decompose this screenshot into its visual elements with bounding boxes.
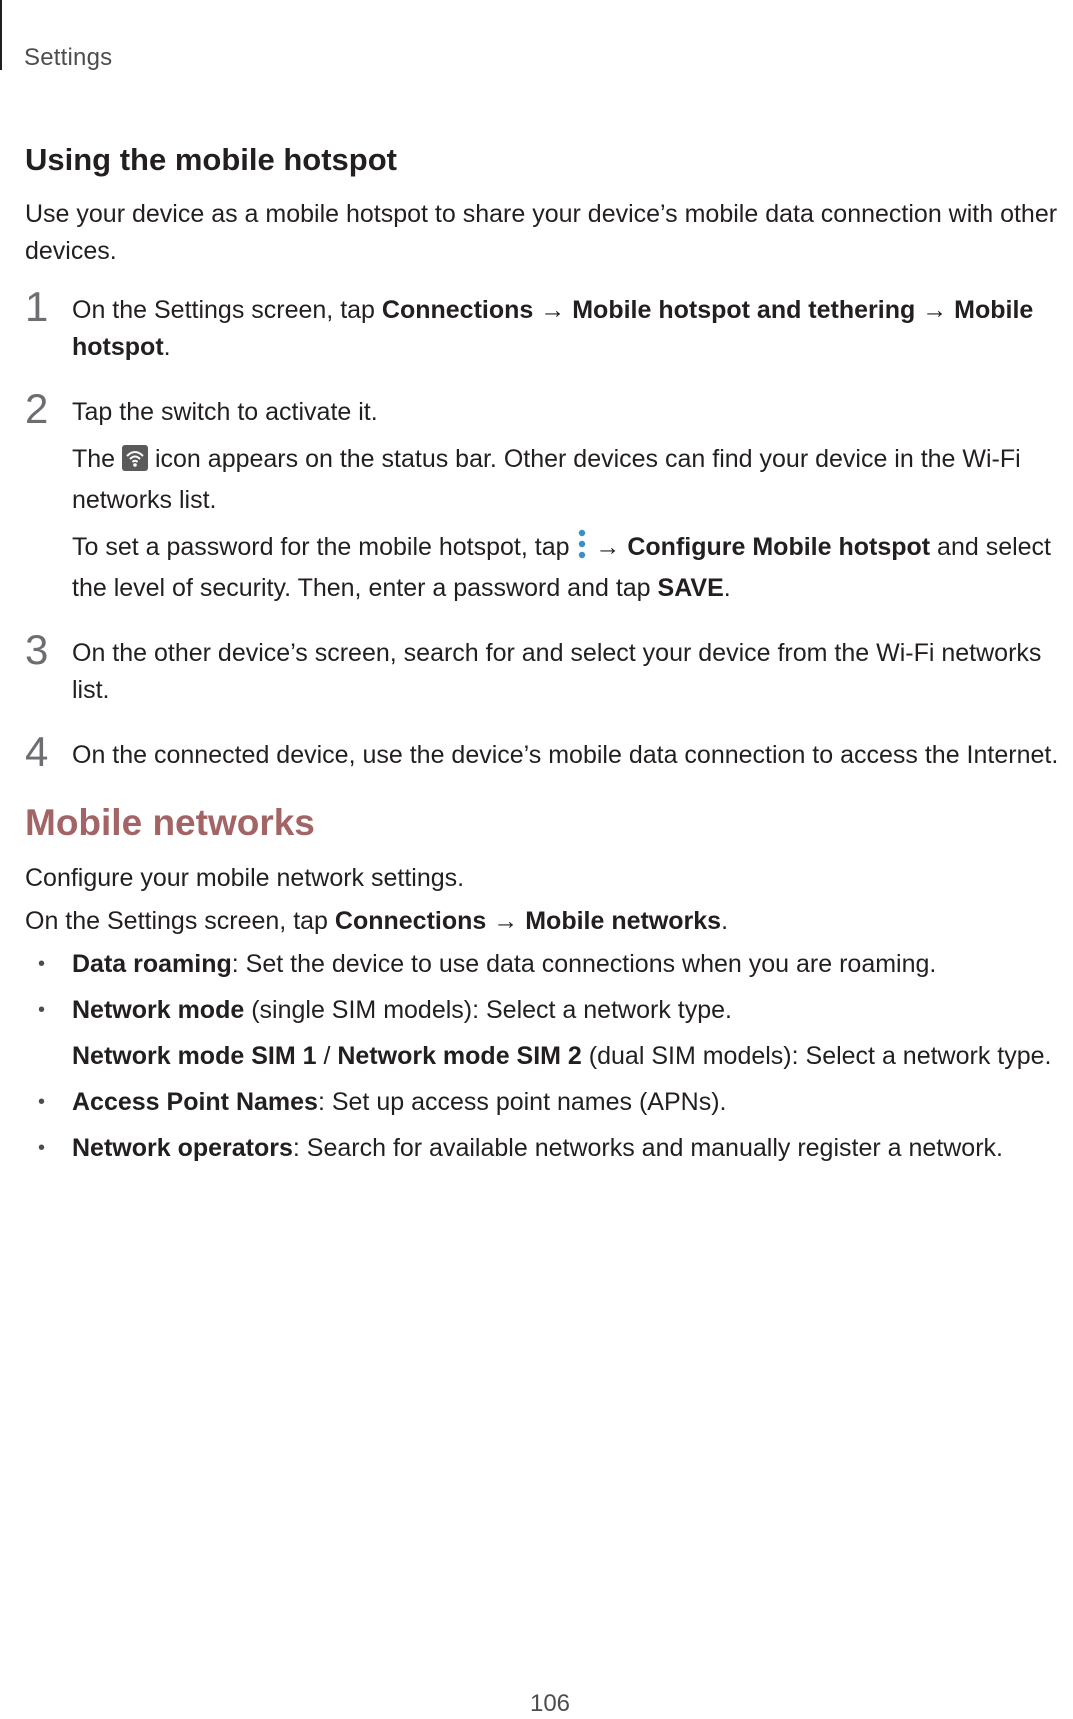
step-1 — [25, 283, 1073, 366]
networks-path: On the Settings screen, tap Connections → Mobile networks. — [25, 907, 729, 935]
hotspot-intro: Use your device as a mobile hotspot to share your device’s mobile data connection with other devices. — [25, 200, 1058, 265]
step-note: To set a password for the mobile hotspot, tap → Configure Mobile hotspot and select the level of security. Then, enter a password and tap SAVE. — [72, 529, 1073, 607]
networks-intro: Configure your mobile network settings. — [25, 864, 465, 892]
step-number: 1 — [25, 283, 49, 330]
page-edge-marker — [0, 0, 2, 70]
page-content — [25, 142, 1073, 1176]
list-item-continuation: Network mode SIM 1 / Network mode SIM 2 (dual SIM models): Select a network type. — [72, 1042, 1052, 1070]
page-number: 106 — [529, 1690, 571, 1717]
step-text: On the connected device, use the device’s mobile data connection to access the Internet. — [72, 741, 1059, 769]
step-text: Tap the switch to activate it. — [72, 398, 378, 426]
step-note: The icon appears on the status bar. Other devices can find your device in the Wi-Fi networks list. — [72, 445, 1021, 514]
hotspot-status-icon — [122, 445, 148, 482]
hotspot-heading: Using the mobile hotspot — [25, 142, 397, 177]
step-text: On the Settings screen, tap Connections → Mobile hotspot and tethering → Mobile hotspot. — [72, 296, 1034, 361]
step-2 — [25, 385, 1073, 607]
list-item: • Network operators: Search for available networks and manually register a network. — [38, 1134, 1003, 1162]
more-options-icon — [576, 529, 588, 570]
step-number: 2 — [25, 385, 49, 432]
list-item: • Access Point Names: Set up access point names (APNs). — [38, 1088, 727, 1116]
step-4 — [25, 728, 1073, 775]
list-item: • Network mode (single SIM models): Select a network type. — [38, 996, 732, 1024]
networks-option-list — [25, 946, 1073, 1167]
networks-heading: Mobile networks — [25, 802, 315, 843]
step-3 — [25, 626, 1073, 709]
list-item: • Data roaming: Set the device to use data connections when you are roaming. — [38, 950, 937, 978]
step-number: 4 — [25, 728, 49, 775]
section-label: Settings — [24, 44, 113, 71]
step-number: 3 — [25, 626, 49, 673]
step-text: On the other device’s screen, search for and select your device from the Wi-Fi networks list. — [72, 639, 1042, 704]
